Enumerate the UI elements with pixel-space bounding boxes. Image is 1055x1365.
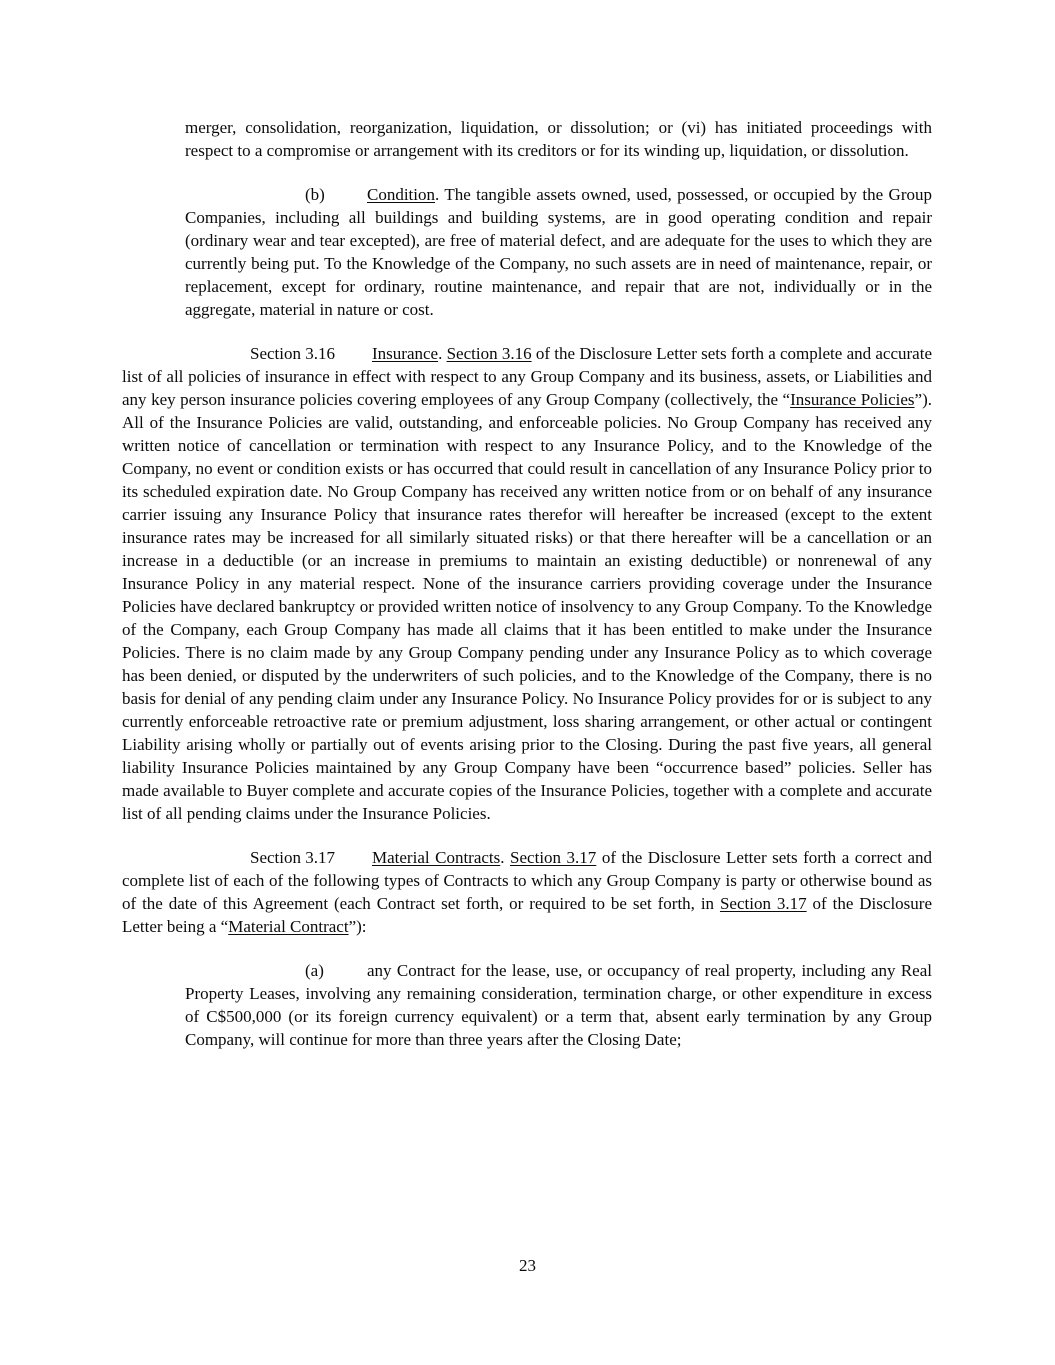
paragraph-section-3-17-material-contracts [122, 846, 932, 938]
text-block [122, 116, 932, 1072]
clause-label: Section 3.17 [250, 848, 335, 867]
text-run: of the Disclosure Letter sets forth a complete and accurate list of all policies of insurance in effect with respect to any Group Company and its business, assets, or Liabilities and any key person insurance policies covering employees of any Group Company (collectively, the “ [122, 344, 932, 409]
underlined-text-run: Section 3.17 [719, 894, 807, 913]
clause-label: Section 3.16 [250, 344, 335, 363]
text-run: merger, consolidation, reorganization, liquidation, or dissolution; or (vi) has initiated proceedings with respect to a compromise or arrangement with its creditors or for its winding up, liquidation, or dissolution. [185, 118, 932, 160]
underlined-text-run: Section 3.16 [446, 344, 532, 363]
text-run: . The tangible assets owned, used, possessed, or occupied by the Group Companies, including all buildings and building systems, are in good operating condition and repair (ordinary wear and tear excepted), are free of material defect, and are adequate for the uses to which they are currently being put. To the Knowledge of the Company, no such assets are in need of maintenance, repair, or replacement, except for ordinary, routine maintenance, and repair that are not, individually or in the aggregate, material in nature or cost. [185, 185, 932, 319]
underlined-text-run: Insurance Policies [790, 390, 915, 409]
paragraph-clause-a-real-property [185, 959, 932, 1051]
text-run: ”). All of the Insurance Policies are valid, outstanding, and enforceable policies. No Group Company has received any written notice of cancellation or termination with respect to any Insurance Policy, and to the Knowledge of the Company, no event or condition exists or has occurred that could result in cancellation of any Insurance Policy prior to its scheduled expiration date. No Group Company has received any written notice from or on behalf of any insurance carrier issuing any Insurance Policy that insurance rates therefor will hereafter be increased (except to the extent insurance rates may be increased for all similarly situated risks) or that there hereafter will be a cancellation or an increase in a deductible (or an increase in premiums to maintain an existing deductible) or nonrenewal of any Insurance Policy in any material respect. None of the insurance carriers providing coverage under the Insurance Policies have declared bankruptcy or provided written notice of insolvency to any Group Company. To the Knowledge of the Company, each Group Company has made all claims that it has been entitled to make under the Insurance Policies. There is no claim made by any Group Company pending under any Insurance Policy as to which coverage has been denied, or disputed by the underwriters of such policies, and to the Knowledge of the Company, there is no basis for denial of any pending claim under any Insurance Policy. No Insurance Policy provides for or is subject to any currently enforceable retroactive rate or premium adjustment, loss sharing arrangement, or other actual or contingent Liability arising wholly or partially out of events arising prior to the Closing. During the past five years, all general liability Insurance Policies maintained by any Group Company have been “occurrence based” policies. Seller has made available to Buyer complete and accurate copies of the Insurance Policies, together with a complete and accurate list of all pending claims under the Insurance Policies. [122, 390, 932, 823]
text-run: . [500, 848, 511, 867]
paragraph-clause-continuation [185, 116, 932, 162]
underlined-text-run: Condition [367, 185, 436, 204]
clause-label: (a) [305, 961, 324, 980]
text-run: ”): [348, 917, 367, 936]
underlined-text-run: Insurance [372, 344, 439, 363]
text-run: of the Disclosure Letter sets forth a correct and complete list of each of the following types of Contracts to which any Group Company is party or otherwise bound as of the date of this Agreement (each Contract set forth, or required to be set forth, in [122, 848, 933, 913]
underlined-text-run: Section 3.17 [510, 848, 597, 867]
underlined-text-run: Material Contract [228, 917, 349, 936]
text-run: of the Disclosure Letter being a “ [122, 894, 932, 936]
text-run: . [438, 344, 447, 363]
page-number: 23 [519, 1256, 536, 1275]
underlined-text-run: Material Contracts [372, 848, 501, 867]
clause-label: (b) [305, 185, 325, 204]
paragraph-clause-b-condition [185, 183, 932, 321]
paragraph-section-3-16-insurance [122, 342, 932, 825]
text-run: any Contract for the lease, use, or occupancy of real property, including any Real Property Leases, involving any remaining consideration, termination charge, or other expenditure in excess of C$500,000 (or its foreign currency equivalent) or a term that, absent early termination by any Group Company, will continue for more than three years after the Closing Date; [185, 961, 932, 1049]
